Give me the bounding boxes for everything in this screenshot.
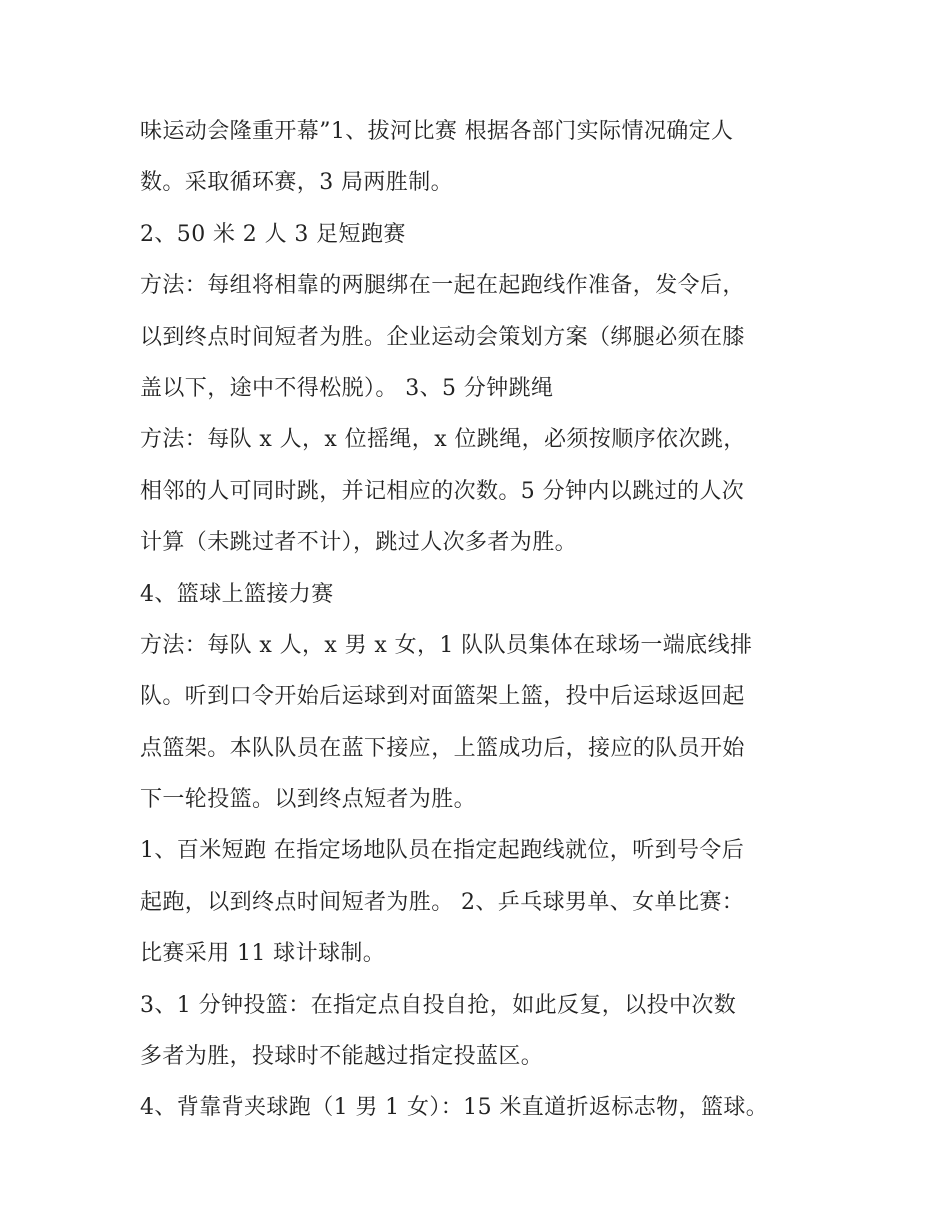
text-line: 方法：每队 x 人，x 位摇绳，x 位跳绳，必须按顺序依次跳， [140, 427, 746, 453]
text-line: 多者为胜，投球时不能越过指定投蓝区。 [140, 1044, 544, 1070]
text-line: 点篮架。本队队员在蓝下接应，上篮成功后，接应的队员开始 [140, 735, 745, 761]
text-line: 1、百米短跑 在指定场地队员在指定起跑线就位，听到号令后 [140, 838, 745, 864]
text-line: 味运动会隆重开幕”1、拔河比赛 根据各部门实际情况确定人 [140, 119, 734, 144]
text-line: 相邻的人可同时跳，并记相应的次数。5 分钟内以跳过的人次 [140, 478, 745, 504]
text-line: 比赛采用 11 球计球制。 [140, 941, 386, 967]
text-line: 下一轮投篮。以到终点短者为胜。 [140, 787, 477, 813]
text-line: 以到终点时间短者为胜。企业运动会策划方案（绑腿必须在膝 [140, 324, 745, 350]
text-line: 方法：每组将相靠的两腿绑在一起在起跑线作准备，发令后， [140, 273, 745, 299]
text-line: 3、1 分钟投篮：在指定点自投自抢，如此反复，以投中次数 [140, 992, 737, 1018]
text-line: 队。听到口令开始后运球到对面篮架上篮，投中后运球返回起 [140, 684, 745, 710]
text-line: 盖以下，途中不得松脱）。 3、5 分钟跳绳 [140, 375, 554, 401]
text-line: 2、50 米 2 人 3 足短跑赛 [140, 221, 406, 247]
text-line: 数。采取循环赛，3 局两胜制。 [140, 170, 453, 196]
text-line: 4、背靠背夹球跑（1 男 1 女）：15 米直道折返标志物，篮球。 [140, 1095, 769, 1121]
document-body [140, 106, 820, 1134]
text-line: 4、篮球上篮接力赛 [140, 581, 334, 607]
text-line: 方法：每队 x 人，x 男 x 女，1 队队员集体在球场一端底线排 [140, 632, 753, 658]
text-line: 起跑，以到终点时间短者为胜。 2、乒乓球男单、女单比赛： [140, 889, 745, 915]
text-line: 计算（未跳过者不计），跳过人次多者为胜。 [140, 530, 578, 556]
